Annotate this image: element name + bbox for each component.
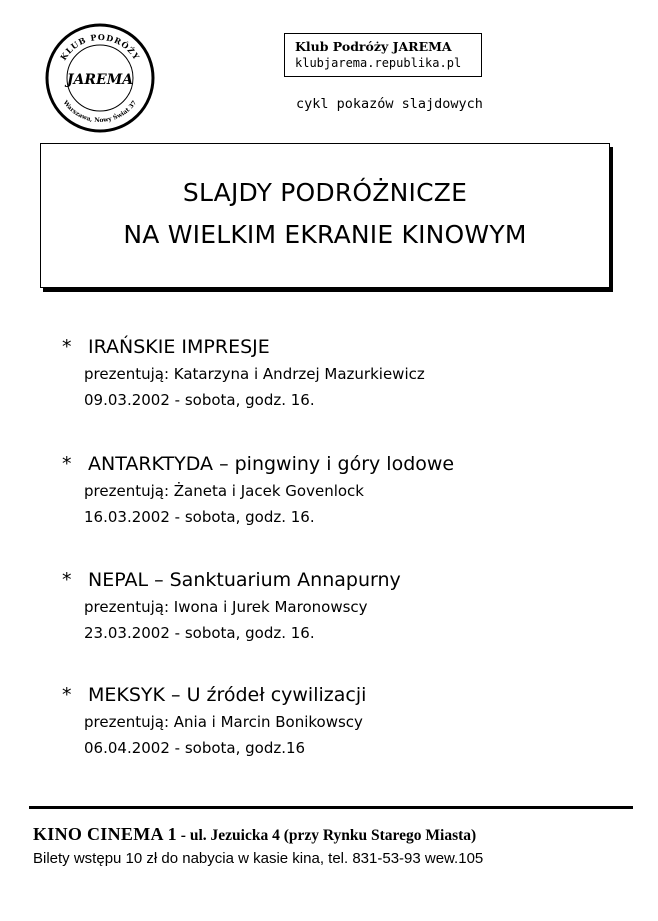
- title-line-1: SLAJDY PODRÓŻNICZE: [182, 178, 468, 207]
- club-url[interactable]: klubjarema.republika.pl: [295, 56, 462, 70]
- club-name: Klub Podróży JAREMA: [295, 39, 452, 54]
- event-presenters: prezentują: Iwona i Jurek Maronowscy: [84, 598, 368, 616]
- event-name: NEPAL – Sanktuarium Annapurny: [88, 569, 401, 591]
- series-subtitle: cykl pokazów slajdowych: [296, 96, 483, 112]
- divider-line: [29, 806, 633, 809]
- venue-address: - ul. Jezuicka 4 (przy Rynku Starego Miasta): [176, 827, 477, 844]
- event-name: IRAŃSKIE IMPRESJE: [88, 336, 270, 358]
- event-presenters: prezentują: Ania i Marcin Bonikowscy: [84, 713, 363, 731]
- event-name: MEKSYK – U źródeł cywilizacji: [88, 684, 367, 706]
- title-line-2: NA WIELKIM EKRANIE KINOWYM: [123, 220, 527, 249]
- bullet-star: *: [62, 569, 72, 591]
- venue-name: KINO CINEMA 1: [33, 824, 177, 844]
- event-item: [62, 450, 454, 530]
- logo-center-text: JAREMA: [66, 72, 134, 88]
- tickets-info: Bilety wstępu 10 zł do nabycia w kasie kina, tel. 831-53-93 wew.105: [33, 850, 484, 867]
- logo-bottom-text: Warszawa, Nowy Świat 37: [61, 99, 139, 125]
- event-item: [62, 681, 366, 761]
- logo-top-text: KLUB PODRÓŻY: [58, 31, 142, 62]
- event-date: 16.03.2002 - sobota, godz. 16.: [84, 508, 315, 526]
- event-name: ANTARKTYDA – pingwiny i góry lodowe: [88, 453, 455, 475]
- club-logo-seal: [44, 22, 156, 134]
- event-date: 09.03.2002 - sobota, godz. 16.: [84, 391, 315, 409]
- bullet-star: *: [62, 684, 72, 706]
- event-presenters: prezentują: Żaneta i Jacek Govenlock: [84, 482, 364, 500]
- bullet-star: *: [62, 453, 72, 475]
- club-info-box: [284, 33, 482, 77]
- event-presenters: prezentują: Katarzyna i Andrzej Mazurkiewicz: [84, 365, 425, 383]
- event-item: [62, 333, 425, 413]
- bullet-star: *: [62, 336, 72, 358]
- title-box: [40, 143, 610, 288]
- venue-line: [33, 824, 476, 845]
- event-item: [62, 566, 401, 646]
- event-date: 06.04.2002 - sobota, godz.16: [84, 739, 306, 757]
- event-date: 23.03.2002 - sobota, godz. 16.: [84, 624, 315, 642]
- svg-text:KLUB PODRÓŻY: [58, 32, 142, 62]
